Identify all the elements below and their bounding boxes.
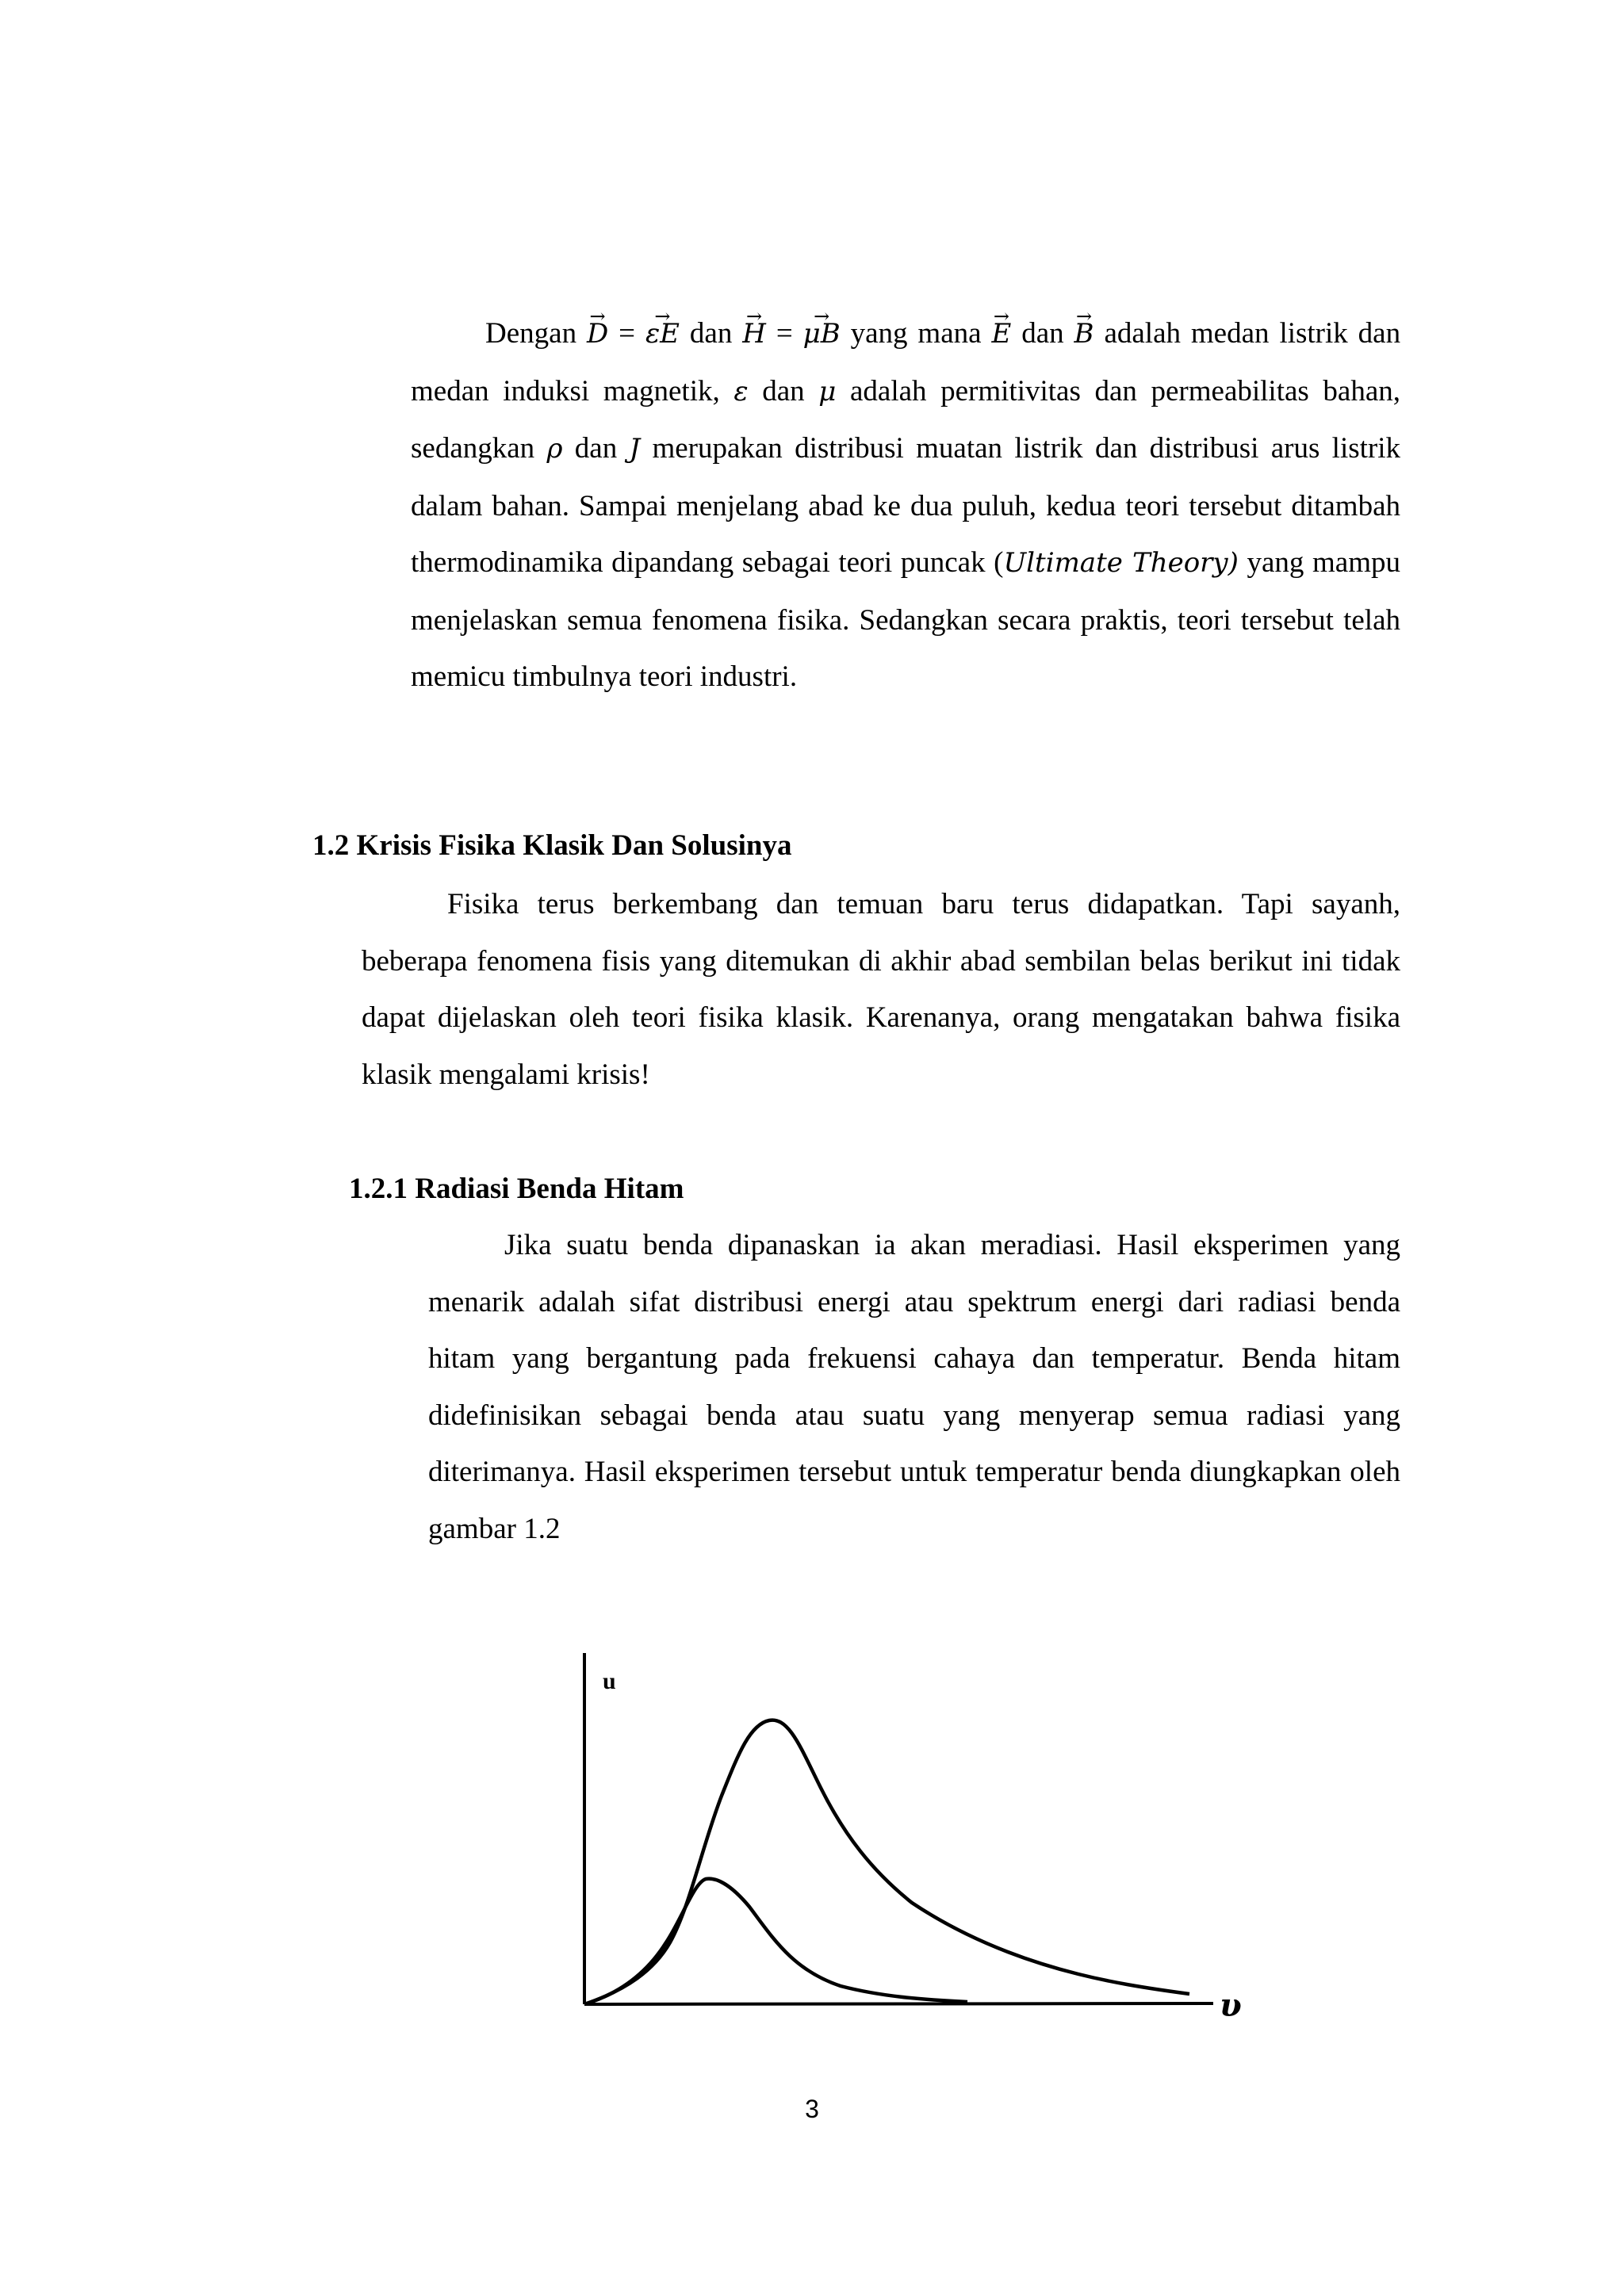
y-axis-label: u xyxy=(603,1668,616,1694)
x-axis-label: υ xyxy=(1220,1987,1242,2024)
curve-high-temperature xyxy=(584,1720,1189,2004)
section-1-2-paragraph: Fisika terus berkembang dan temuan baru terus didapatkan. Tapi sayanh, beberapa fenomena fisis yang ditemukan di akhir abad sembilan belas berikut ini tidak dapat dijelaskan oleh teori fisika klasik. Karenanya, orang mengatakan bahwa fisika klasik mengalami krisis! xyxy=(362,888,1400,1091)
section-1-2-heading: 1.2 Krisis Fisika Klasik Dan Solusinya xyxy=(312,829,792,862)
page-number: 3 xyxy=(805,2095,819,2123)
section-1-2-1-paragraph: Jika suatu benda dipanaskan ia akan meradiasi. Hasil eksperimen yang menarik adalah sifat distribusi energi atau spektrum energi dari radiasi benda hitam yang bergantung pada frekuensi cahaya dan temperatur. Benda hitam didefinisikan sebagai benda atau suatu yang menyerap semua radiasi yang diterimanya. Hasil eksperimen tersebut untuk temperatur benda diungkapkan oleh gambar 1.2 xyxy=(428,1229,1400,1545)
blackbody-plot xyxy=(539,1609,1269,2053)
x-axis xyxy=(584,2003,1213,2004)
curve-low-temperature xyxy=(584,1879,967,2004)
blackbody-radiation-figure xyxy=(539,1609,1269,2053)
intro-paragraph: Dengan → D = → εE dan → H = → μB yang mana → E dan → B adalah medan listrik dan medan induksi magnetik, ε dan μ adalah permitivitas dan permeabilitas bahan, sedangkan ρ dan J merupakan distribusi muatan listrik dan distribusi arus listrik dalam bahan. Sampai menjelang abad ke dua puluh, kedua teori tersebut ditambah thermodinamika dipandang sebagai teori puncak (Ultimate Theory) yang mampu menjelaskan semua fenomena fisika. Sedangkan secara praktis, teori tersebut telah memicu timbulnya teori industri. xyxy=(411,305,1400,706)
section-1-2-1-heading: 1.2.1 Radiasi Benda Hitam xyxy=(349,1173,684,1205)
